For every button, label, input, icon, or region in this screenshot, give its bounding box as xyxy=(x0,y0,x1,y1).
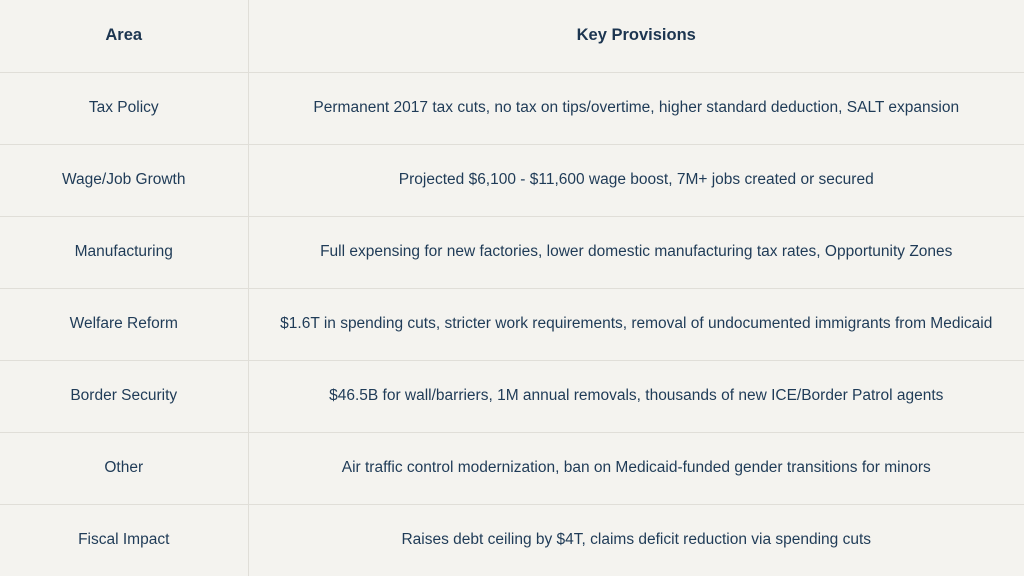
table-row xyxy=(0,432,1024,504)
provisions-cell: Raises debt ceiling by $4T, claims deficit reduction via spending cuts xyxy=(248,504,1024,576)
table-row xyxy=(0,216,1024,288)
table-row xyxy=(0,144,1024,216)
header-key-provisions: Key Provisions xyxy=(248,0,1024,72)
provisions-cell: Air traffic control modernization, ban on Medicaid-funded gender transitions for minors xyxy=(248,432,1024,504)
table-header-row xyxy=(0,0,1024,72)
area-cell: Welfare Reform xyxy=(0,288,248,360)
provisions-cell: $1.6T in spending cuts, stricter work requirements, removal of undocumented immigrants from Medicaid xyxy=(248,288,1024,360)
area-cell: Other xyxy=(0,432,248,504)
area-cell: Tax Policy xyxy=(0,72,248,144)
area-cell: Fiscal Impact xyxy=(0,504,248,576)
provisions-cell: Projected $6,100 - $11,600 wage boost, 7M+ jobs created or secured xyxy=(248,144,1024,216)
area-cell: Border Security xyxy=(0,360,248,432)
table-row xyxy=(0,360,1024,432)
provisions-cell: Permanent 2017 tax cuts, no tax on tips/overtime, higher standard deduction, SALT expansion xyxy=(248,72,1024,144)
provisions-cell: Full expensing for new factories, lower domestic manufacturing tax rates, Opportunity Zones xyxy=(248,216,1024,288)
table-row xyxy=(0,288,1024,360)
area-cell: Wage/Job Growth xyxy=(0,144,248,216)
area-cell: Manufacturing xyxy=(0,216,248,288)
provisions-cell: $46.5B for wall/barriers, 1M annual removals, thousands of new ICE/Border Patrol agents xyxy=(248,360,1024,432)
header-area: Area xyxy=(0,0,248,72)
table-row xyxy=(0,72,1024,144)
table-row xyxy=(0,504,1024,576)
